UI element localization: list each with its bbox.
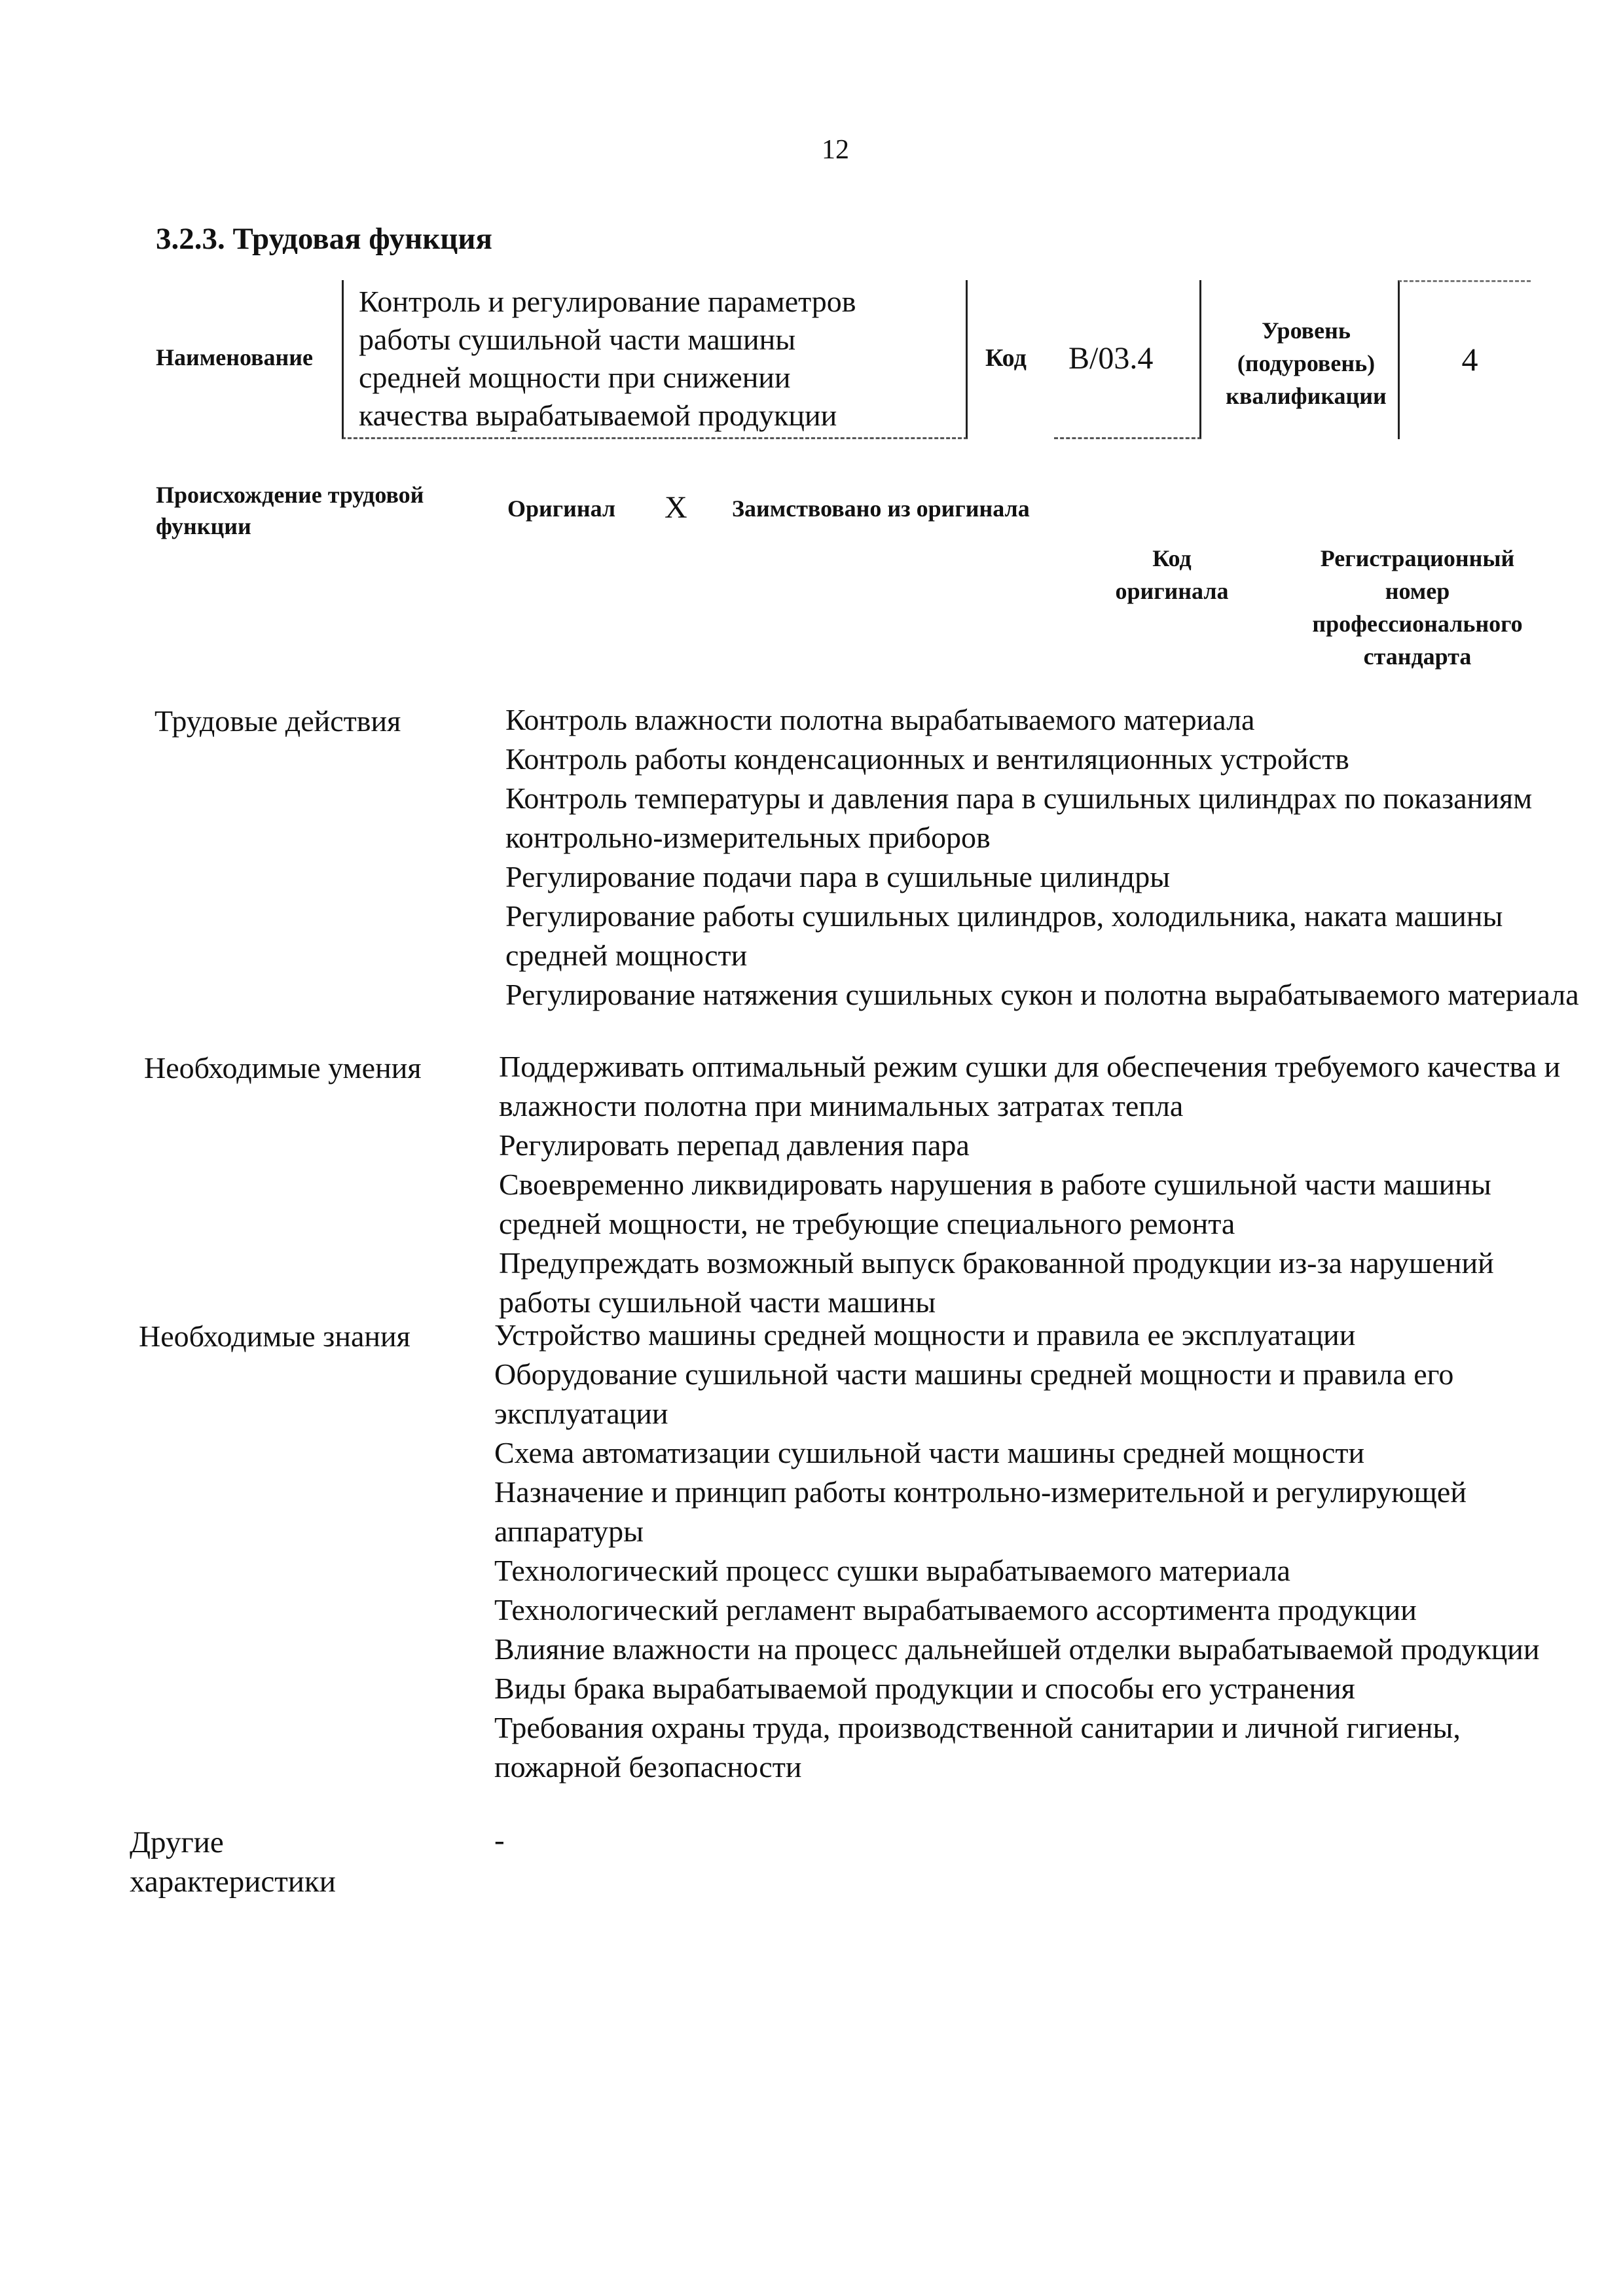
origin-code-label: [1074, 542, 1270, 607]
qualification-level-label-line: квалификации: [1226, 383, 1387, 409]
list-item: Устройство машины средней мощности и правила ее эксплуатации: [494, 1318, 1356, 1352]
original-mark: X: [665, 490, 687, 525]
qualification-level-value: 4: [1461, 341, 1478, 378]
list-item: Поддерживать оптимальный режим сушки для обеспечения требуемого качества и влажности полотна при минимальных затратах тепла: [499, 1050, 1561, 1122]
code-value: B/03.4: [1068, 341, 1154, 376]
function-name-line: качества вырабатываемой продукции: [359, 399, 837, 432]
list-item: Контроль влажности полотна вырабатываемого материала: [505, 703, 1255, 736]
origin-label: [156, 479, 470, 542]
qualification-level-label-line: (подуровень): [1237, 350, 1376, 376]
required-knowledge-list: [494, 1316, 1568, 1787]
list-item: Оборудование сушильной части машины средней мощности и правила его эксплуатации: [494, 1357, 1454, 1430]
registration-number-label: [1273, 542, 1561, 673]
list-item: Виды брака вырабатываемой продукции и способы его устранения: [494, 1672, 1355, 1705]
origin-code-label-line: Код: [1152, 545, 1192, 571]
list-item: Регулирование работы сушильных цилиндров, холодильника, наката машины средней мощности: [505, 899, 1503, 972]
page-number: 12: [822, 135, 849, 165]
registration-number-label-line: Регистрационный: [1320, 545, 1515, 571]
origin-code-label-line: оригинала: [1115, 578, 1229, 604]
other-characteristics-label: [130, 1823, 392, 1901]
name-label: Наименование: [156, 344, 313, 370]
list-item: Технологический процесс сушки вырабатываемого материала: [494, 1554, 1290, 1587]
list-item: Контроль температуры и давления пара в сушильных цилиндрах по показаниям контрольно-измерительных приборов: [505, 781, 1533, 854]
list-item: Регулирование подачи пара в сушильные цилиндры: [505, 860, 1171, 893]
function-name: [359, 283, 948, 435]
registration-number-label-line: номер: [1385, 578, 1450, 604]
list-item: Влияние влажности на процесс дальнейшей отделки вырабатываемой продукции: [494, 1632, 1540, 1666]
function-name-line: Контроль и регулирование параметров: [359, 285, 856, 318]
labor-actions-label: Трудовые действия: [155, 704, 401, 738]
function-name-line: средней мощности при снижении: [359, 361, 791, 394]
required-knowledge-label: Необходимые знания: [139, 1319, 410, 1353]
list-item: Предупреждать возможный выпуск бракованной продукции из-за нарушений работы сушильной части машины: [499, 1246, 1494, 1319]
list-item: Контроль работы конденсационных и вентиляционных устройств: [505, 742, 1349, 776]
function-name-line: работы сушильной части машины: [359, 323, 796, 356]
borrowed-label: Заимствовано из оригинала: [732, 495, 1030, 522]
qualification-level-label: [1211, 314, 1401, 412]
list-item: Регулирование натяжения сушильных сукон и полотна вырабатываемого материала: [505, 978, 1579, 1011]
registration-number-label-line: стандарта: [1363, 643, 1472, 670]
required-skills-list: [499, 1047, 1573, 1322]
list-item: Назначение и принцип работы контрольно-измерительной и регулирующей аппаратуры: [494, 1475, 1467, 1548]
other-characteristics-value: -: [494, 1823, 505, 1857]
other-characteristics-label-line: характеристики: [130, 1865, 336, 1899]
list-item: Технологический регламент вырабатываемого ассортимента продукции: [494, 1593, 1417, 1626]
registration-number-label-line: профессионального: [1312, 611, 1523, 637]
qualification-level-label-line: Уровень: [1262, 317, 1351, 344]
required-skills-label: Необходимые умения: [144, 1051, 422, 1085]
list-item: Схема автоматизации сушильной части машины средней мощности: [494, 1436, 1365, 1469]
original-label: Оригинал: [507, 495, 616, 522]
origin-label-line: функции: [156, 513, 251, 539]
labor-actions-list: [505, 700, 1579, 1014]
list-item: Требования охраны труда, производственной санитарии и личной гигиены, пожарной безопасности: [494, 1711, 1461, 1784]
list-item: Регулировать перепад давления пара: [499, 1128, 970, 1162]
section-title: 3.2.3. Трудовая функция: [156, 222, 492, 256]
origin-label-line: Происхождение трудовой: [156, 482, 424, 508]
code-label: Код: [985, 344, 1027, 372]
other-characteristics-label-line: Другие: [130, 1825, 224, 1859]
list-item: Своевременно ликвидировать нарушения в работе сушильной части машины средней мощности, не требующие специального ремонта: [499, 1168, 1491, 1240]
